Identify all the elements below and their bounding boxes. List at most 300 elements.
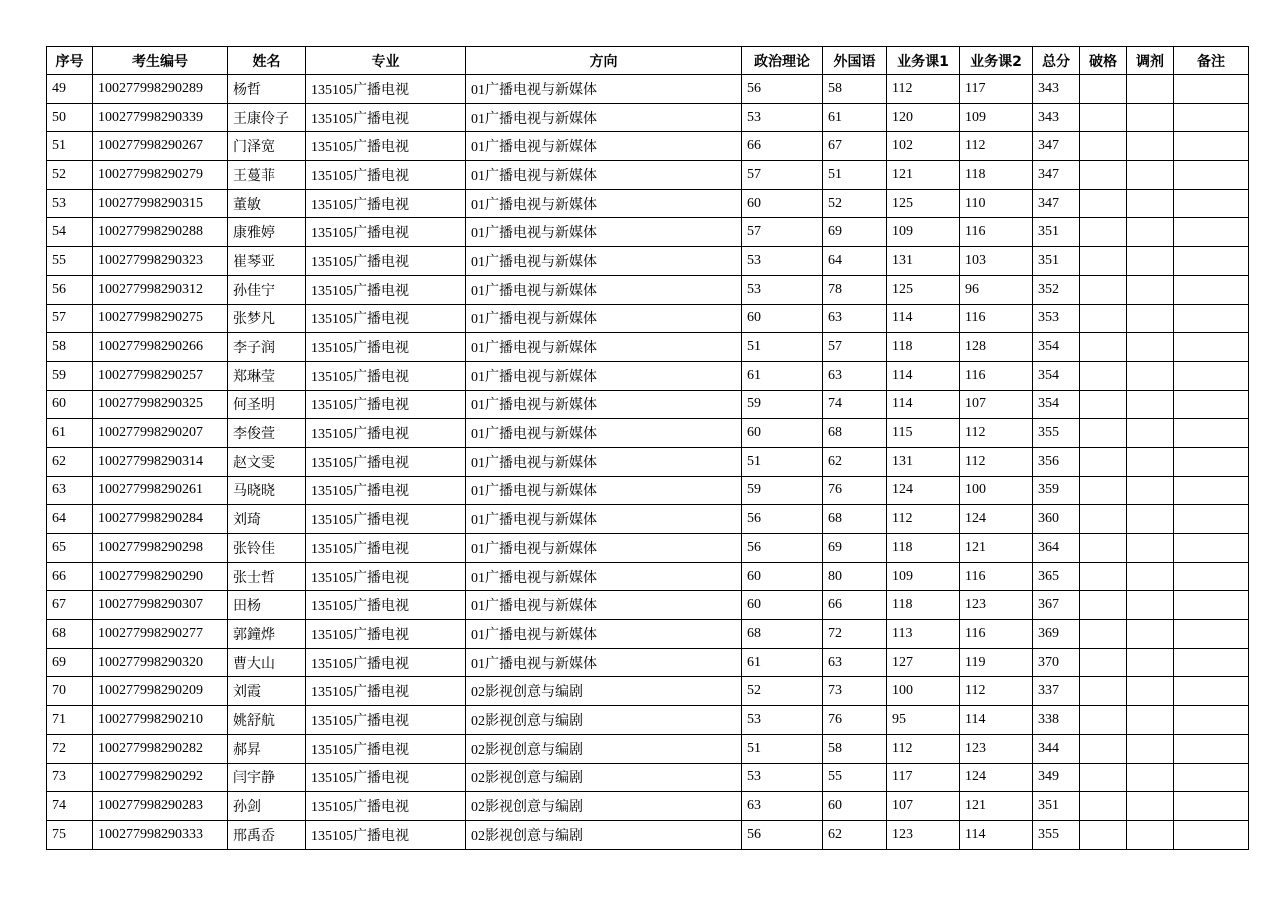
name-cell: 王康伶子 [228, 103, 306, 132]
exception-cell [1080, 677, 1127, 706]
seq-cell: 52 [47, 161, 93, 190]
direction-cell: 01广播电视与新媒体 [466, 562, 742, 591]
direction-cell: 01广播电视与新媒体 [466, 447, 742, 476]
total-cell: 354 [1033, 333, 1080, 362]
table-row [47, 161, 1249, 190]
col-header-exception: 破格 [1080, 47, 1127, 75]
seq-cell: 56 [47, 275, 93, 304]
foreign-language-cell: 74 [823, 390, 887, 419]
seq-cell: 67 [47, 591, 93, 620]
name-cell: 李俊萱 [228, 419, 306, 448]
politics-cell: 57 [742, 161, 823, 190]
politics-cell: 53 [742, 103, 823, 132]
col-header-exam-id: 考生编号 [93, 47, 228, 75]
name-cell: 刘琦 [228, 505, 306, 534]
seq-cell: 61 [47, 419, 93, 448]
name-cell: 郭鐘烨 [228, 620, 306, 649]
name-cell: 张梦凡 [228, 304, 306, 333]
politics-cell: 51 [742, 333, 823, 362]
direction-cell: 02影视创意与编剧 [466, 792, 742, 821]
direction-cell: 01广播电视与新媒体 [466, 218, 742, 247]
foreign-language-cell: 68 [823, 419, 887, 448]
subject-2-cell: 116 [960, 620, 1033, 649]
exception-cell [1080, 103, 1127, 132]
adjustment-cell [1127, 75, 1174, 104]
remarks-cell [1174, 792, 1249, 821]
exam-id-cell: 100277998290210 [93, 706, 228, 735]
adjustment-cell [1127, 247, 1174, 276]
exam-id-cell: 100277998290284 [93, 505, 228, 534]
subject-2-cell: 121 [960, 534, 1033, 563]
remarks-cell [1174, 562, 1249, 591]
major-cell: 135105广播电视 [306, 103, 466, 132]
major-cell: 135105广播电视 [306, 419, 466, 448]
remarks-cell [1174, 591, 1249, 620]
remarks-cell [1174, 534, 1249, 563]
col-header-remarks: 备注 [1174, 47, 1249, 75]
table-row [47, 534, 1249, 563]
foreign-language-cell: 60 [823, 792, 887, 821]
seq-cell: 71 [47, 706, 93, 735]
name-cell: 孙剑 [228, 792, 306, 821]
name-cell: 刘霞 [228, 677, 306, 706]
seq-cell: 54 [47, 218, 93, 247]
exception-cell [1080, 505, 1127, 534]
adjustment-cell [1127, 648, 1174, 677]
total-cell: 343 [1033, 103, 1080, 132]
subject-2-cell: 124 [960, 763, 1033, 792]
name-cell: 闫宇静 [228, 763, 306, 792]
subject-2-cell: 112 [960, 132, 1033, 161]
remarks-cell [1174, 218, 1249, 247]
col-header-subject-1: 业务课1 [887, 47, 960, 75]
major-cell: 135105广播电视 [306, 304, 466, 333]
major-cell: 135105广播电视 [306, 247, 466, 276]
exception-cell [1080, 763, 1127, 792]
exam-id-cell: 100277998290289 [93, 75, 228, 104]
remarks-cell [1174, 648, 1249, 677]
name-cell: 孙佳宁 [228, 275, 306, 304]
total-cell: 369 [1033, 620, 1080, 649]
exam-id-cell: 100277998290279 [93, 161, 228, 190]
name-cell: 郝昇 [228, 734, 306, 763]
exception-cell [1080, 447, 1127, 476]
politics-cell: 68 [742, 620, 823, 649]
seq-cell: 53 [47, 189, 93, 218]
adjustment-cell [1127, 505, 1174, 534]
total-cell: 352 [1033, 275, 1080, 304]
subject-1-cell: 109 [887, 562, 960, 591]
foreign-language-cell: 73 [823, 677, 887, 706]
politics-cell: 66 [742, 132, 823, 161]
seq-cell: 55 [47, 247, 93, 276]
foreign-language-cell: 76 [823, 476, 887, 505]
seq-cell: 50 [47, 103, 93, 132]
total-cell: 370 [1033, 648, 1080, 677]
remarks-cell [1174, 132, 1249, 161]
exam-id-cell: 100277998290320 [93, 648, 228, 677]
major-cell: 135105广播电视 [306, 763, 466, 792]
exception-cell [1080, 591, 1127, 620]
foreign-language-cell: 68 [823, 505, 887, 534]
total-cell: 337 [1033, 677, 1080, 706]
seq-cell: 58 [47, 333, 93, 362]
politics-cell: 63 [742, 792, 823, 821]
exam-id-cell: 100277998290283 [93, 792, 228, 821]
adjustment-cell [1127, 476, 1174, 505]
col-header-total: 总分 [1033, 47, 1080, 75]
direction-cell: 01广播电视与新媒体 [466, 591, 742, 620]
exception-cell [1080, 706, 1127, 735]
foreign-language-cell: 80 [823, 562, 887, 591]
politics-cell: 56 [742, 534, 823, 563]
foreign-language-cell: 57 [823, 333, 887, 362]
remarks-cell [1174, 447, 1249, 476]
col-header-seq: 序号 [47, 47, 93, 75]
major-cell: 135105广播电视 [306, 189, 466, 218]
exception-cell [1080, 333, 1127, 362]
politics-cell: 53 [742, 275, 823, 304]
remarks-cell [1174, 247, 1249, 276]
subject-2-cell: 109 [960, 103, 1033, 132]
adjustment-cell [1127, 562, 1174, 591]
total-cell: 365 [1033, 562, 1080, 591]
table-row [47, 648, 1249, 677]
subject-1-cell: 95 [887, 706, 960, 735]
table-row [47, 505, 1249, 534]
table-row [47, 304, 1249, 333]
direction-cell: 01广播电视与新媒体 [466, 333, 742, 362]
score-table-body [47, 75, 1249, 850]
major-cell: 135105广播电视 [306, 132, 466, 161]
name-cell: 康雅婷 [228, 218, 306, 247]
politics-cell: 60 [742, 189, 823, 218]
subject-1-cell: 120 [887, 103, 960, 132]
remarks-cell [1174, 820, 1249, 849]
exam-id-cell: 100277998290333 [93, 820, 228, 849]
table-row [47, 275, 1249, 304]
seq-cell: 63 [47, 476, 93, 505]
direction-cell: 02影视创意与编剧 [466, 734, 742, 763]
subject-2-cell: 116 [960, 361, 1033, 390]
remarks-cell [1174, 189, 1249, 218]
exception-cell [1080, 734, 1127, 763]
major-cell: 135105广播电视 [306, 218, 466, 247]
major-cell: 135105广播电视 [306, 591, 466, 620]
seq-cell: 60 [47, 390, 93, 419]
subject-2-cell: 114 [960, 706, 1033, 735]
table-row [47, 132, 1249, 161]
col-header-foreign-language: 外国语 [823, 47, 887, 75]
adjustment-cell [1127, 620, 1174, 649]
remarks-cell [1174, 419, 1249, 448]
remarks-cell [1174, 161, 1249, 190]
exam-id-cell: 100277998290257 [93, 361, 228, 390]
major-cell: 135105广播电视 [306, 820, 466, 849]
subject-1-cell: 124 [887, 476, 960, 505]
table-row [47, 706, 1249, 735]
politics-cell: 52 [742, 677, 823, 706]
remarks-cell [1174, 390, 1249, 419]
subject-1-cell: 100 [887, 677, 960, 706]
total-cell: 355 [1033, 419, 1080, 448]
subject-1-cell: 113 [887, 620, 960, 649]
score-table [46, 46, 1249, 850]
adjustment-cell [1127, 763, 1174, 792]
exception-cell [1080, 218, 1127, 247]
subject-1-cell: 121 [887, 161, 960, 190]
politics-cell: 60 [742, 304, 823, 333]
adjustment-cell [1127, 820, 1174, 849]
foreign-language-cell: 66 [823, 591, 887, 620]
exam-id-cell: 100277998290339 [93, 103, 228, 132]
exception-cell [1080, 620, 1127, 649]
table-row [47, 247, 1249, 276]
remarks-cell [1174, 361, 1249, 390]
foreign-language-cell: 52 [823, 189, 887, 218]
seq-cell: 59 [47, 361, 93, 390]
foreign-language-cell: 67 [823, 132, 887, 161]
subject-1-cell: 118 [887, 534, 960, 563]
total-cell: 338 [1033, 706, 1080, 735]
exception-cell [1080, 534, 1127, 563]
major-cell: 135105广播电视 [306, 677, 466, 706]
major-cell: 135105广播电视 [306, 275, 466, 304]
major-cell: 135105广播电视 [306, 648, 466, 677]
subject-2-cell: 112 [960, 447, 1033, 476]
subject-2-cell: 128 [960, 333, 1033, 362]
remarks-cell [1174, 706, 1249, 735]
subject-1-cell: 109 [887, 218, 960, 247]
subject-2-cell: 118 [960, 161, 1033, 190]
subject-2-cell: 96 [960, 275, 1033, 304]
subject-1-cell: 114 [887, 304, 960, 333]
politics-cell: 53 [742, 763, 823, 792]
seq-cell: 62 [47, 447, 93, 476]
remarks-cell [1174, 677, 1249, 706]
exam-id-cell: 100277998290266 [93, 333, 228, 362]
politics-cell: 51 [742, 447, 823, 476]
name-cell: 赵文雯 [228, 447, 306, 476]
subject-1-cell: 117 [887, 763, 960, 792]
col-header-subject-2: 业务课2 [960, 47, 1033, 75]
remarks-cell [1174, 620, 1249, 649]
col-header-politics: 政治理论 [742, 47, 823, 75]
exception-cell [1080, 189, 1127, 218]
subject-1-cell: 118 [887, 333, 960, 362]
direction-cell: 01广播电视与新媒体 [466, 75, 742, 104]
major-cell: 135105广播电视 [306, 792, 466, 821]
politics-cell: 56 [742, 505, 823, 534]
foreign-language-cell: 78 [823, 275, 887, 304]
seq-cell: 66 [47, 562, 93, 591]
total-cell: 367 [1033, 591, 1080, 620]
exam-id-cell: 100277998290307 [93, 591, 228, 620]
major-cell: 135105广播电视 [306, 75, 466, 104]
name-cell: 王蔓菲 [228, 161, 306, 190]
seq-cell: 64 [47, 505, 93, 534]
major-cell: 135105广播电视 [306, 390, 466, 419]
subject-2-cell: 110 [960, 189, 1033, 218]
total-cell: 349 [1033, 763, 1080, 792]
politics-cell: 59 [742, 390, 823, 419]
politics-cell: 57 [742, 218, 823, 247]
total-cell: 354 [1033, 390, 1080, 419]
exam-id-cell: 100277998290292 [93, 763, 228, 792]
name-cell: 马晓晓 [228, 476, 306, 505]
exception-cell [1080, 419, 1127, 448]
politics-cell: 61 [742, 361, 823, 390]
total-cell: 364 [1033, 534, 1080, 563]
name-cell: 杨哲 [228, 75, 306, 104]
direction-cell: 02影视创意与编剧 [466, 677, 742, 706]
direction-cell: 01广播电视与新媒体 [466, 534, 742, 563]
name-cell: 何圣明 [228, 390, 306, 419]
total-cell: 351 [1033, 792, 1080, 821]
subject-1-cell: 131 [887, 447, 960, 476]
politics-cell: 56 [742, 75, 823, 104]
direction-cell: 01广播电视与新媒体 [466, 189, 742, 218]
table-row [47, 390, 1249, 419]
seq-cell: 68 [47, 620, 93, 649]
total-cell: 354 [1033, 361, 1080, 390]
name-cell: 姚舒航 [228, 706, 306, 735]
foreign-language-cell: 72 [823, 620, 887, 649]
subject-1-cell: 118 [887, 591, 960, 620]
adjustment-cell [1127, 677, 1174, 706]
name-cell: 李子润 [228, 333, 306, 362]
table-row [47, 333, 1249, 362]
politics-cell: 60 [742, 419, 823, 448]
adjustment-cell [1127, 390, 1174, 419]
adjustment-cell [1127, 275, 1174, 304]
table-row [47, 75, 1249, 104]
adjustment-cell [1127, 361, 1174, 390]
politics-cell: 60 [742, 562, 823, 591]
direction-cell: 01广播电视与新媒体 [466, 390, 742, 419]
direction-cell: 01广播电视与新媒体 [466, 161, 742, 190]
total-cell: 360 [1033, 505, 1080, 534]
exam-id-cell: 100277998290288 [93, 218, 228, 247]
table-row [47, 820, 1249, 849]
total-cell: 355 [1033, 820, 1080, 849]
seq-cell: 75 [47, 820, 93, 849]
direction-cell: 01广播电视与新媒体 [466, 361, 742, 390]
adjustment-cell [1127, 419, 1174, 448]
name-cell: 郑琳莹 [228, 361, 306, 390]
exam-id-cell: 100277998290277 [93, 620, 228, 649]
table-row [47, 189, 1249, 218]
table-row [47, 447, 1249, 476]
foreign-language-cell: 63 [823, 648, 887, 677]
subject-2-cell: 116 [960, 218, 1033, 247]
remarks-cell [1174, 476, 1249, 505]
exam-id-cell: 100277998290267 [93, 132, 228, 161]
adjustment-cell [1127, 103, 1174, 132]
direction-cell: 02影视创意与编剧 [466, 706, 742, 735]
name-cell: 崔琴亚 [228, 247, 306, 276]
remarks-cell [1174, 734, 1249, 763]
foreign-language-cell: 63 [823, 361, 887, 390]
exam-id-cell: 100277998290207 [93, 419, 228, 448]
direction-cell: 01广播电视与新媒体 [466, 132, 742, 161]
name-cell: 张士哲 [228, 562, 306, 591]
remarks-cell [1174, 333, 1249, 362]
foreign-language-cell: 62 [823, 820, 887, 849]
seq-cell: 69 [47, 648, 93, 677]
subject-1-cell: 123 [887, 820, 960, 849]
adjustment-cell [1127, 132, 1174, 161]
politics-cell: 51 [742, 734, 823, 763]
subject-1-cell: 112 [887, 75, 960, 104]
col-header-direction: 方向 [466, 47, 742, 75]
name-cell: 邢禹岙 [228, 820, 306, 849]
table-row [47, 763, 1249, 792]
seq-cell: 51 [47, 132, 93, 161]
col-header-adjustment: 调剂 [1127, 47, 1174, 75]
subject-2-cell: 103 [960, 247, 1033, 276]
adjustment-cell [1127, 333, 1174, 362]
subject-2-cell: 100 [960, 476, 1033, 505]
exception-cell [1080, 75, 1127, 104]
politics-cell: 53 [742, 706, 823, 735]
major-cell: 135105广播电视 [306, 161, 466, 190]
exam-id-cell: 100277998290298 [93, 534, 228, 563]
adjustment-cell [1127, 447, 1174, 476]
table-row [47, 620, 1249, 649]
foreign-language-cell: 55 [823, 763, 887, 792]
subject-1-cell: 131 [887, 247, 960, 276]
seq-cell: 65 [47, 534, 93, 563]
exception-cell [1080, 648, 1127, 677]
subject-2-cell: 114 [960, 820, 1033, 849]
seq-cell: 49 [47, 75, 93, 104]
exam-id-cell: 100277998290290 [93, 562, 228, 591]
exception-cell [1080, 820, 1127, 849]
foreign-language-cell: 69 [823, 218, 887, 247]
subject-1-cell: 112 [887, 505, 960, 534]
exception-cell [1080, 247, 1127, 276]
major-cell: 135105广播电视 [306, 706, 466, 735]
politics-cell: 59 [742, 476, 823, 505]
table-row [47, 103, 1249, 132]
table-row [47, 218, 1249, 247]
exam-id-cell: 100277998290314 [93, 447, 228, 476]
foreign-language-cell: 76 [823, 706, 887, 735]
adjustment-cell [1127, 304, 1174, 333]
major-cell: 135105广播电视 [306, 734, 466, 763]
total-cell: 351 [1033, 218, 1080, 247]
name-cell: 门泽宽 [228, 132, 306, 161]
remarks-cell [1174, 75, 1249, 104]
direction-cell: 02影视创意与编剧 [466, 820, 742, 849]
subject-1-cell: 125 [887, 189, 960, 218]
adjustment-cell [1127, 706, 1174, 735]
seq-cell: 74 [47, 792, 93, 821]
adjustment-cell [1127, 189, 1174, 218]
remarks-cell [1174, 763, 1249, 792]
exception-cell [1080, 476, 1127, 505]
subject-1-cell: 114 [887, 361, 960, 390]
remarks-cell [1174, 304, 1249, 333]
seq-cell: 70 [47, 677, 93, 706]
total-cell: 347 [1033, 132, 1080, 161]
major-cell: 135105广播电视 [306, 505, 466, 534]
total-cell: 343 [1033, 75, 1080, 104]
direction-cell: 01广播电视与新媒体 [466, 419, 742, 448]
remarks-cell [1174, 103, 1249, 132]
major-cell: 135105广播电视 [306, 333, 466, 362]
